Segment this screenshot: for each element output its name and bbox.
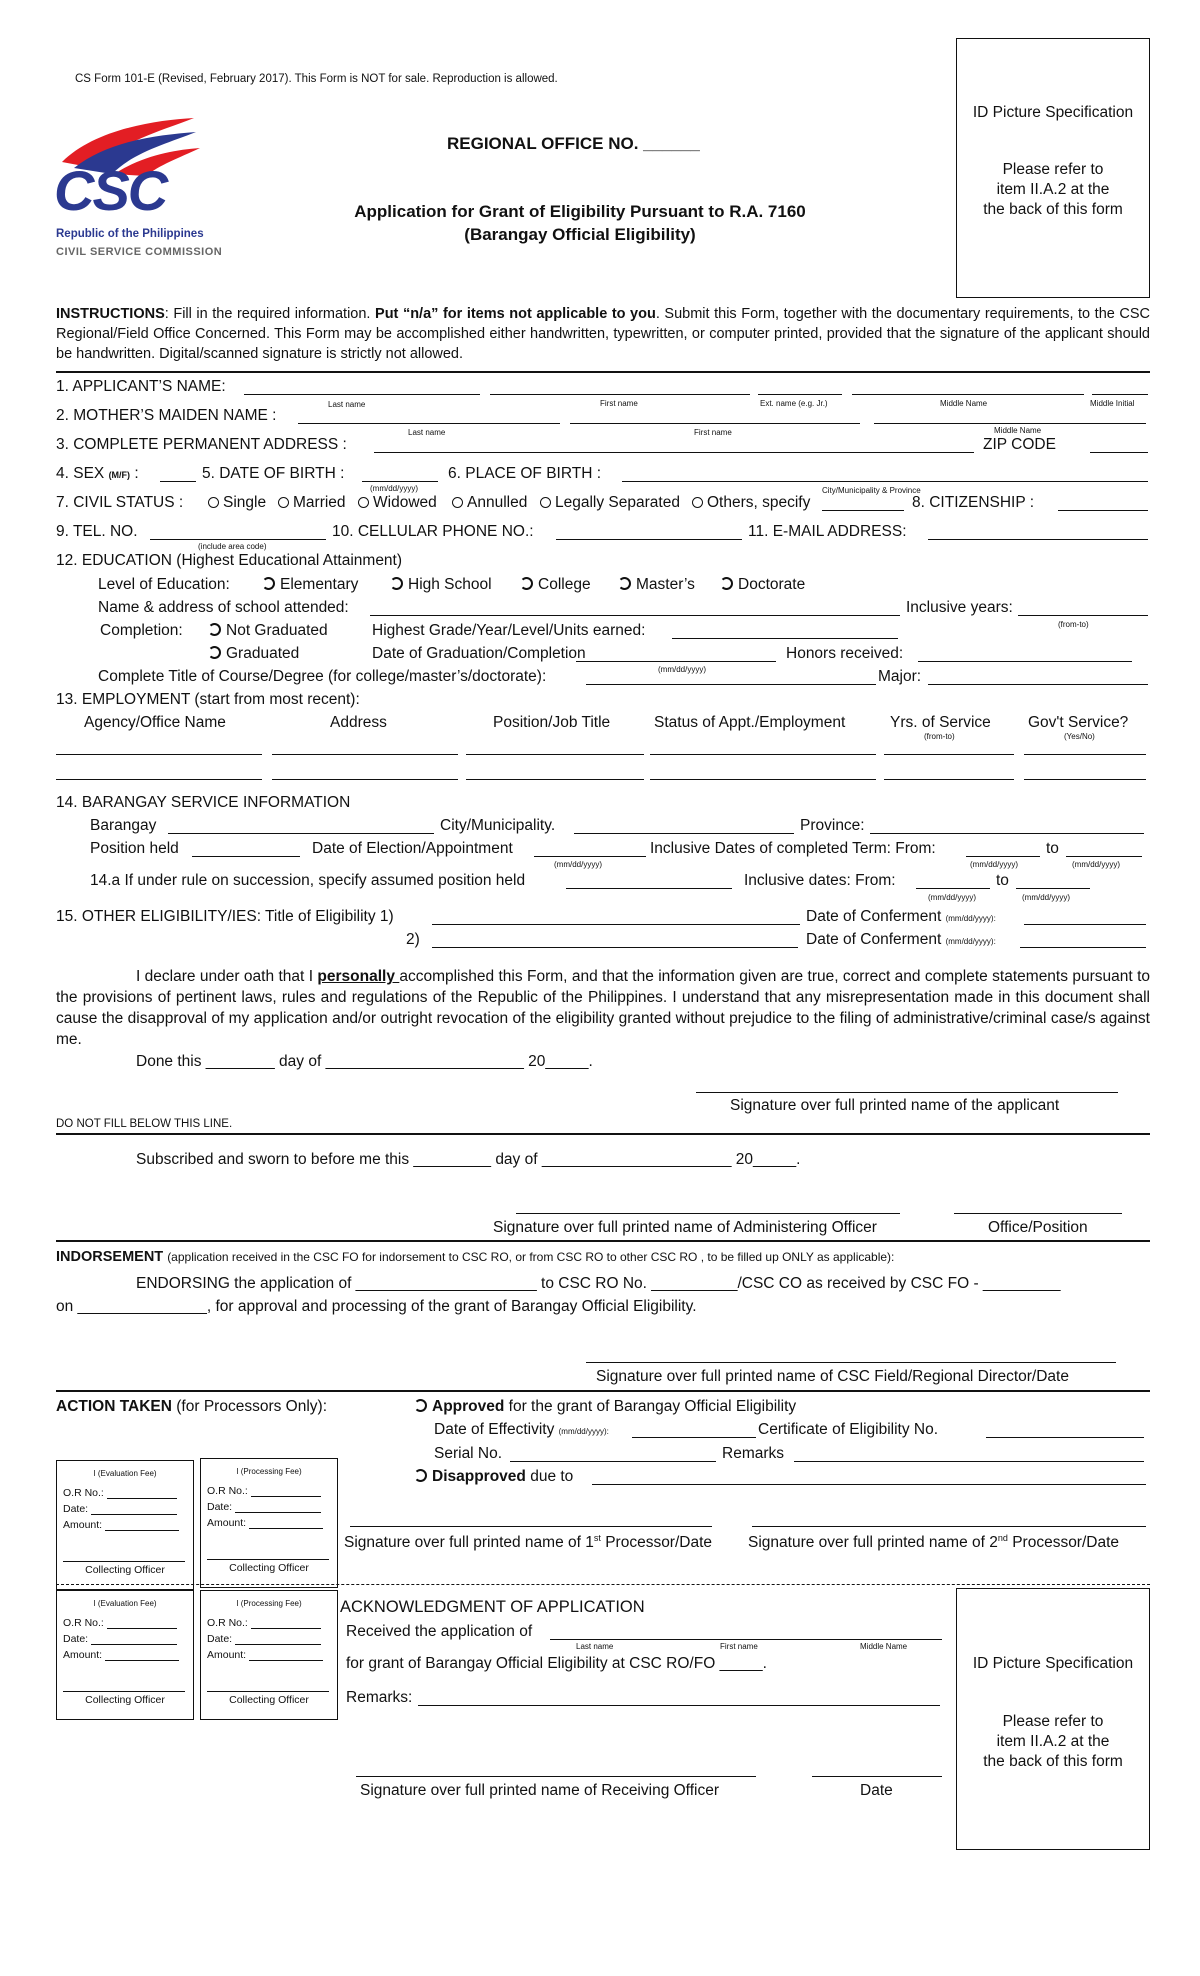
label-inclusive-years: Inclusive years: — [906, 599, 1013, 616]
title-line2: (Barangay Official Eligibility) — [464, 225, 696, 244]
label-course: Complete Title of Course/Degree (for college/master’s/doctorate): — [98, 668, 547, 685]
processor1-signature-field[interactable] — [350, 1526, 712, 1527]
emp-row2-position[interactable] — [466, 779, 644, 780]
id-picture-title: ID Picture Specification — [972, 104, 1134, 121]
label-level-education: Level of Education: — [98, 576, 230, 593]
civil-status-others[interactable]: Others, specify — [692, 494, 810, 512]
fee-amount-field[interactable] — [105, 1520, 179, 1531]
radio-icon — [208, 623, 221, 636]
eligibility-2-field[interactable] — [432, 947, 798, 948]
fee-amount-row: Amount: — [207, 1649, 323, 1661]
conferment-2-field[interactable] — [1020, 947, 1146, 948]
label-term-from: Inclusive Dates of completed Term: From: — [650, 840, 936, 857]
instructions: INSTRUCTIONS: Fill in the required information. Put “n/a” for items not applicable to you. Submit this Form, together with the documentary requirements, to the CSC Regional/Field Office Concerned. This Form may be accomplished either handwritten, typewritten, or computer printed, provided that the signature of the applicant should be handwritten. Digital/scanned signature is strictly not allowed. — [56, 306, 1150, 362]
sub-dob-format: (mm/dd/yyyy) — [370, 484, 418, 493]
form-code: CS Form 101-E (Revised, February 2017). This Form is NOT for sale. Reproduction is allowed. — [75, 73, 558, 85]
label-term-to: to — [1046, 840, 1059, 857]
csc-logo — [54, 110, 223, 270]
label-position-held: Position held — [90, 840, 179, 857]
label-election-date: Date of Election/Appointment — [312, 840, 513, 857]
action-taken-header: ACTION TAKEN (for Processors Only): — [56, 1398, 327, 1415]
honors-field[interactable] — [918, 661, 1132, 662]
cut-line — [56, 1584, 1150, 1585]
sub-middle-initial: Middle Initial — [1090, 399, 1135, 408]
applicant-middle-name-field[interactable] — [852, 394, 1084, 395]
school-field[interactable] — [370, 615, 900, 616]
edu-graduated[interactable]: Graduated — [208, 645, 299, 663]
brgy-province-field[interactable] — [870, 833, 1144, 834]
certificate-field[interactable] — [986, 1437, 1144, 1438]
fee-officer-line[interactable] — [63, 1691, 185, 1692]
admin-signature-field[interactable] — [516, 1213, 900, 1214]
inclusive-years-field[interactable] — [1018, 615, 1148, 616]
radio-icon — [262, 577, 275, 590]
label-mother-name: 2. MOTHER’S MAIDEN NAME : — [56, 407, 277, 424]
serial-field[interactable] — [510, 1461, 716, 1462]
label-address: 3. COMPLETE PERMANENT ADDRESS : — [56, 436, 347, 453]
id-picture-box-bottom — [956, 1588, 1150, 1850]
sub-ack-last: Last name — [576, 1642, 614, 1651]
sub-emp-fromto: (from-to) — [924, 732, 955, 741]
sub-emp-yesno: (Yes/No) — [1064, 732, 1095, 741]
emp-row2-govt[interactable] — [1024, 779, 1146, 780]
oath-paragraph: I declare under oath that I personally accomplished this Form, and that the information given are true, correct and complete statements pursuant to the provisions of pertinent laws, rules and regulations of the Republic of the Philippines. I understand that any misrepresentation made in this document shall cause the disapproval of my application and/or outright revocation of the eligibility granted without prejudice to the filing of administrative/criminal case/s against me. — [56, 968, 1150, 1048]
radio-icon — [520, 577, 533, 590]
col-status: Status of Appt./Employment — [654, 714, 846, 731]
fee-officer-label: Collecting Officer — [85, 1564, 165, 1576]
fee-or-row: O.R No.: — [63, 1487, 177, 1499]
radio-icon — [358, 497, 369, 508]
sex-field[interactable] — [160, 481, 196, 482]
sub-course-format: (mm/dd/yyyy) — [658, 665, 706, 674]
barangay-field[interactable] — [168, 833, 434, 834]
ack-remarks-field[interactable] — [418, 1705, 940, 1706]
civil-status-separated[interactable]: Legally Separated — [540, 494, 680, 512]
label-applicant-signature: Signature over full printed name of the applicant — [730, 1097, 1060, 1114]
label-place-of-birth: 6. PLACE OF BIRTH : — [448, 465, 602, 482]
sub-succession-from-format: (mm/dd/yyyy) — [928, 893, 976, 902]
mother-middle-name-field[interactable] — [874, 423, 1146, 424]
radio-icon — [278, 497, 289, 508]
do-not-fill-label: DO NOT FILL BELOW THIS LINE. — [56, 1118, 233, 1130]
id-picture-line1: Please refer to — [1002, 1713, 1104, 1730]
fee-header: I (Evaluation Fee) — [93, 1599, 157, 1608]
label-succession-from: Inclusive dates: From: — [744, 872, 896, 889]
sub-term-from-format: (mm/dd/yyyy) — [970, 860, 1018, 869]
director-signature-field[interactable] — [586, 1362, 1116, 1363]
emp-row1-address[interactable] — [272, 754, 458, 755]
divider-2 — [56, 1133, 1150, 1135]
id-picture-line3: the back of this form — [983, 201, 1123, 218]
logo-line2: CIVIL SERVICE COMMISSION — [56, 246, 223, 258]
fee-amount-field[interactable] — [249, 1650, 323, 1661]
election-date-field[interactable] — [534, 856, 646, 857]
radio-icon — [540, 497, 551, 508]
radio-icon — [692, 497, 703, 508]
address-field[interactable] — [374, 452, 974, 453]
emp-row1-years[interactable] — [884, 754, 1014, 755]
sub-election-format: (mm/dd/yyyy) — [554, 860, 602, 869]
receiving-officer-signature-field[interactable] — [356, 1776, 756, 1777]
sub-succession-to-format: (mm/dd/yyyy) — [1022, 893, 1070, 902]
fee-date-field[interactable] — [91, 1504, 177, 1515]
radio-icon — [618, 577, 631, 590]
fee-or-row: O.R No.: — [207, 1617, 321, 1629]
disapproved-reason-field[interactable] — [592, 1484, 1146, 1485]
fee-amount-row: Amount: — [207, 1517, 323, 1529]
label-conferment-1: Date of Conferment (mm/dd/yyyy): — [806, 908, 996, 925]
conferment-1-field[interactable] — [1024, 924, 1146, 925]
label-brgy-province: Province: — [800, 817, 865, 834]
sub-ext-name: Ext. name (e.g. Jr.) — [760, 399, 828, 408]
title-line1: Application for Grant of Eligibility Pursuant to R.A. 7160 — [354, 202, 806, 221]
mother-first-name-field[interactable] — [570, 423, 860, 424]
radio-icon — [452, 497, 463, 508]
id-picture-line2: item II.A.2 at the — [996, 181, 1110, 198]
applicant-signature-field[interactable] — [696, 1092, 1118, 1093]
applicant-last-name-field[interactable] — [244, 394, 480, 395]
fee-box-evaluation-2 — [56, 1590, 194, 1720]
id-picture-line3: the back of this form — [983, 1753, 1123, 1770]
succession-to-field[interactable] — [1016, 888, 1090, 889]
done-this-line: Done this ________ day of _______________________ 20_____. — [136, 1053, 593, 1070]
fee-date-row: Date: — [63, 1503, 177, 1515]
fee-box-evaluation-1 — [56, 1460, 194, 1590]
emp-row2-years[interactable] — [884, 779, 1014, 780]
label-civil-status: 7. CIVIL STATUS : — [56, 494, 184, 511]
label-graduation-date: Date of Graduation/Completion — [372, 645, 586, 662]
edu-college[interactable]: College — [520, 576, 591, 594]
highest-grade-field[interactable] — [672, 638, 898, 639]
tel-field[interactable] — [150, 539, 326, 540]
office-position-field[interactable] — [954, 1213, 1122, 1214]
sub-place-of-birth: City/Municipality & Province — [822, 486, 921, 495]
fee-or-field[interactable] — [107, 1618, 177, 1629]
fee-officer-line[interactable] — [207, 1559, 329, 1560]
id-picture-line1: Please refer to — [1002, 161, 1104, 178]
cellphone-field[interactable] — [556, 539, 742, 540]
label-receiving-officer: Signature over full printed name of Receiving Officer — [360, 1782, 719, 1799]
radio-icon — [208, 497, 219, 508]
brgy-city-field[interactable] — [574, 833, 794, 834]
fee-box-processing-1 — [200, 1458, 338, 1588]
ack-applicant-name-field[interactable] — [550, 1639, 942, 1640]
sub-mother-last: Last name — [408, 428, 446, 437]
applicant-ext-name-field[interactable] — [758, 394, 842, 395]
action-approved[interactable]: Approved for the grant of Barangay Official Eligibility — [414, 1398, 796, 1416]
col-address: Address — [330, 714, 387, 731]
civil-status-widowed[interactable]: Widowed — [358, 494, 437, 512]
emp-row1-agency[interactable] — [56, 754, 262, 755]
sub-term-to-format: (mm/dd/yyyy) — [1072, 860, 1120, 869]
label-brgy-city: City/Municipality. — [440, 817, 556, 834]
label-processor1-signature: Signature over full printed name of 1st Processor/Date — [344, 1533, 713, 1552]
sub-ack-first: First name — [720, 1642, 758, 1651]
label-certificate: Certificate of Eligibility No. — [758, 1421, 939, 1438]
ack-date-field[interactable] — [812, 1776, 942, 1777]
label-applicant-name: 1. APPLICANT’S NAME: — [56, 378, 226, 395]
label-employment: 13. EMPLOYMENT (start from most recent): — [56, 691, 360, 708]
edu-doctorate[interactable]: Doctorate — [720, 576, 805, 594]
fee-header: I (Evaluation Fee) — [93, 1469, 157, 1478]
eligibility-1-field[interactable] — [432, 924, 800, 925]
citizenship-field[interactable] — [1058, 510, 1148, 511]
label-cellphone: 10. CELLULAR PHONE NO.: — [332, 523, 534, 540]
succession-from-field[interactable] — [916, 888, 990, 889]
civil-status-married[interactable]: Married — [278, 494, 346, 512]
fee-or-row: O.R No.: — [63, 1617, 177, 1629]
fee-officer-line[interactable] — [207, 1691, 329, 1692]
fee-or-field[interactable] — [251, 1618, 321, 1629]
id-picture-box-top — [956, 38, 1150, 298]
fee-date-field[interactable] — [235, 1502, 321, 1513]
fee-officer-label: Collecting Officer — [229, 1562, 309, 1574]
term-from-field[interactable] — [966, 856, 1040, 857]
fee-or-field[interactable] — [251, 1486, 321, 1497]
id-picture-title: ID Picture Specification — [972, 1655, 1134, 1672]
sub-ack-middle: Middle Name — [860, 1642, 908, 1651]
label-ack-received: Received the application of — [346, 1623, 533, 1640]
succession-position-field[interactable] — [566, 888, 732, 889]
ack-title: ACKNOWLEDGMENT OF APPLICATION — [340, 1598, 645, 1616]
applicant-first-name-field[interactable] — [490, 394, 750, 395]
zip-code-field[interactable] — [1090, 452, 1148, 453]
label-succession-to: to — [996, 872, 1009, 889]
indorsement-header: INDORSEMENT (application received in the CSC FO for indorsement to CSC RO, or from CSC RO to other CSC RO , to be filled up ONLY as applicable): — [56, 1249, 895, 1265]
fee-or-field[interactable] — [107, 1488, 177, 1499]
emp-row1-govt[interactable] — [1024, 754, 1146, 755]
fee-officer-label: Collecting Officer — [229, 1694, 309, 1706]
fee-date-field[interactable] — [91, 1634, 177, 1645]
applicant-middle-initial-field[interactable] — [1092, 394, 1148, 395]
place-of-birth-field[interactable] — [622, 481, 1148, 482]
emp-row2-address[interactable] — [272, 779, 458, 780]
label-director-signature: Signature over full printed name of CSC Field/Regional Director/Date — [596, 1368, 1069, 1385]
fee-header: I (Processing Fee) — [236, 1467, 302, 1476]
radio-icon — [414, 1399, 427, 1412]
sub-mother-first: First name — [694, 428, 732, 437]
sub-tel: (include area code) — [198, 542, 267, 551]
action-remarks-field[interactable] — [794, 1461, 1144, 1462]
fee-amount-field[interactable] — [105, 1650, 179, 1661]
civil-status-others-field[interactable] — [822, 510, 904, 511]
edu-masters[interactable]: Master’s — [618, 576, 695, 594]
fee-date-row: Date: — [207, 1501, 321, 1513]
divider-4 — [56, 1390, 1150, 1392]
fee-date-field[interactable] — [235, 1634, 321, 1645]
radio-icon — [720, 577, 733, 590]
label-serial: Serial No. — [434, 1445, 503, 1462]
regional-office: REGIONAL OFFICE NO. ______ — [447, 134, 700, 153]
radio-icon — [390, 577, 403, 590]
col-years: Yrs. of Service — [890, 714, 991, 731]
divider-1 — [56, 371, 1150, 373]
ack-grant-line: for grant of Barangay Official Eligibility at CSC RO/FO _____. — [346, 1655, 767, 1672]
label-honors: Honors received: — [786, 645, 904, 662]
label-action-remarks: Remarks — [722, 1445, 785, 1462]
label-email: 11. E-MAIL ADDRESS: — [748, 523, 907, 540]
emp-row1-position[interactable] — [466, 754, 644, 755]
fee-date-row: Date: — [207, 1633, 321, 1645]
label-completion: Completion: — [100, 622, 183, 639]
major-field[interactable] — [928, 684, 1148, 685]
sub-middle-name: Middle Name — [940, 399, 988, 408]
fee-amount-row: Amount: — [63, 1519, 179, 1531]
label-processor2-signature: Signature over full printed name of 2nd Processor/Date — [748, 1533, 1120, 1552]
effectivity-field[interactable] — [632, 1437, 756, 1438]
emp-row1-status[interactable] — [650, 754, 876, 755]
col-govt: Gov't Service? — [1028, 714, 1129, 731]
label-succession: 14.a If under rule on succession, specify assumed position held — [90, 872, 526, 889]
dob-field[interactable] — [362, 481, 438, 482]
label-zip: ZIP CODE — [983, 436, 1056, 453]
course-field[interactable] — [586, 684, 876, 685]
logo-text: CSC — [54, 159, 167, 222]
subscribed-line: Subscribed and sworn to before me this _________ day of ______________________ 20_____. — [136, 1151, 801, 1168]
label-school: Name & address of school attended: — [98, 599, 349, 616]
fee-officer-line[interactable] — [63, 1561, 185, 1562]
fee-date-row: Date: — [63, 1633, 177, 1645]
label-other-eligibility: 15. OTHER ELIGIBILITY/IES: Title of Eligibility 1) — [56, 908, 394, 925]
radio-icon — [208, 646, 221, 659]
sub-last-name: Last name — [328, 400, 366, 409]
edu-elementary[interactable]: Elementary — [262, 576, 358, 594]
sub-mother-middle: Middle Name — [994, 426, 1042, 435]
graduation-date-field[interactable] — [576, 661, 776, 662]
email-field[interactable] — [928, 539, 1148, 540]
fee-or-row: O.R No.: — [207, 1485, 321, 1497]
fee-amount-field[interactable] — [249, 1518, 323, 1529]
position-held-field[interactable] — [192, 856, 300, 857]
id-picture-line2: item II.A.2 at the — [996, 1733, 1110, 1750]
label-effectivity: Date of Effectivity (mm/dd/yyyy): — [434, 1421, 609, 1438]
fee-amount-row: Amount: — [63, 1649, 179, 1661]
label-citizenship: 8. CITIZENSHIP : — [912, 494, 1035, 511]
label-conferment-2: Date of Conferment (mm/dd/yyyy): — [806, 931, 996, 948]
radio-icon — [414, 1469, 427, 1482]
fee-box-processing-2 — [200, 1590, 338, 1720]
label-admin-signature: Signature over full printed name of Administering Officer — [493, 1219, 877, 1236]
label-tel: 9. TEL. NO. — [56, 523, 138, 540]
emp-row2-status[interactable] — [650, 779, 876, 780]
label-barangay-service: 14. BARANGAY SERVICE INFORMATION — [56, 794, 351, 811]
civil-status-annulled[interactable]: Annulled — [452, 494, 527, 512]
sub-first-name: First name — [600, 399, 638, 408]
civil-status-single[interactable]: Single — [208, 494, 266, 512]
sub-from-to: (from-to) — [1058, 620, 1089, 629]
emp-row2-agency[interactable] — [56, 779, 262, 780]
mother-last-name-field[interactable] — [298, 423, 560, 424]
term-to-field[interactable] — [1066, 856, 1142, 857]
col-agency: Agency/Office Name — [84, 714, 226, 731]
edu-not-graduated[interactable]: Not Graduated — [208, 622, 328, 640]
label-eligibility-2: 2) — [406, 931, 420, 948]
label-education: 12. EDUCATION (Highest Educational Attainment) — [56, 552, 403, 569]
col-position: Position/Job Title — [493, 714, 611, 731]
processor2-signature-field[interactable] — [752, 1526, 1146, 1527]
action-disapproved[interactable]: Disapproved due to — [414, 1468, 573, 1486]
label-dob: 5. DATE OF BIRTH : — [202, 465, 345, 482]
label-major: Major: — [878, 668, 922, 685]
fee-header: I (Processing Fee) — [236, 1599, 302, 1608]
indorsement-line1: ENDORSING the application of _____________________ to CSC RO No. __________/CSC CO as received by CSC FO - _________ — [136, 1275, 1061, 1292]
label-office-position: Office/Position — [988, 1219, 1088, 1236]
indorsement-line2: on _______________, for approval and processing of the grant of Barangay Official Eligibility. — [56, 1298, 697, 1315]
label-highest-grade: Highest Grade/Year/Level/Units earned: — [372, 622, 646, 639]
label-sex: 4. SEX (M/F) : — [56, 465, 139, 482]
divider-3 — [56, 1240, 1150, 1242]
label-ack-date: Date — [860, 1782, 893, 1799]
label-ack-remarks: Remarks: — [346, 1689, 413, 1706]
logo-line1: Republic of the Philippines — [56, 228, 204, 240]
label-barangay: Barangay — [90, 817, 157, 834]
fee-officer-label: Collecting Officer — [85, 1694, 165, 1706]
edu-highschool[interactable]: High School — [390, 576, 492, 594]
